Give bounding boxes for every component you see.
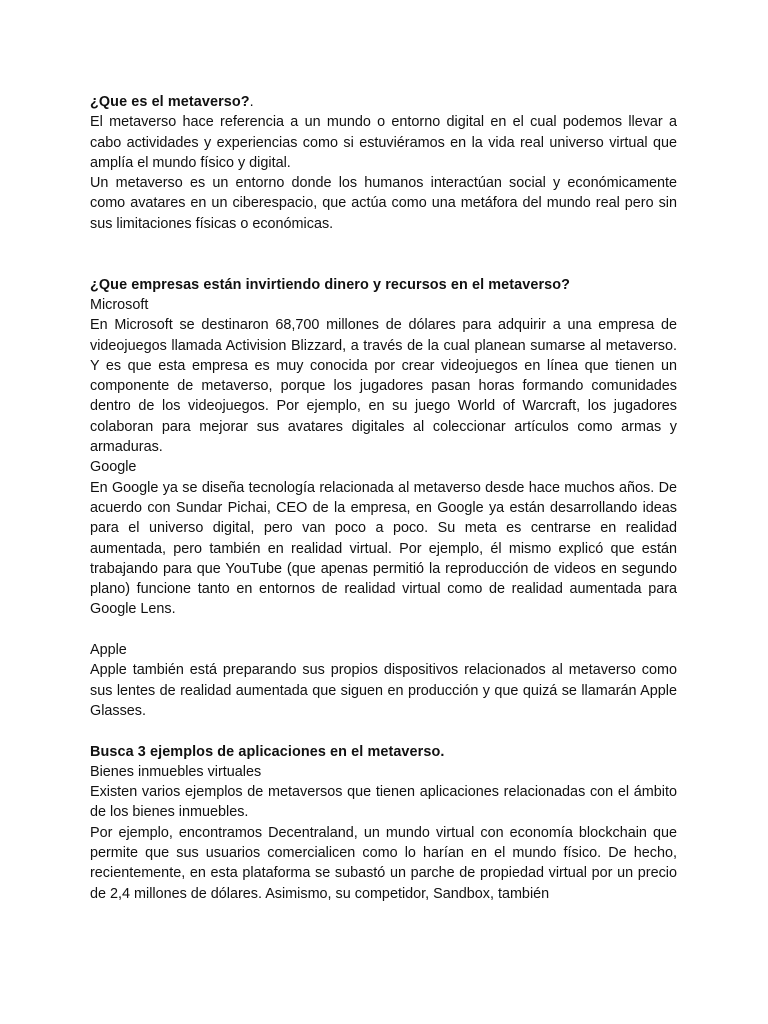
spacer <box>90 234 677 275</box>
apple-title: Apple <box>90 642 127 659</box>
section3-heading: Busca 3 ejemplos de aplicaciones en el metaverso. <box>90 743 445 760</box>
document-page <box>90 92 677 904</box>
section2-heading: ¿Que empresas están invirtiendo dinero y recursos en el metaverso? <box>90 276 571 293</box>
section1-heading: ¿Que es el metaverso? <box>90 94 250 110</box>
microsoft-paragraph: En Microsoft se destinaron 68,700 millones de dólares para adquirir a una empresa de videojuegos llamada Activision Blizzard, a través de la cual planean sumarse al metaverso. Y es que esta empresa es muy conocida por crear videojuegos en línea que tienen un componente de metaverso, porque los jugadores pasan horas formando comunidades dentro de los videojuegos. Por ejemplo, en su juego World of Warcraft, los jugadores colaboran para mejorar sus avatares digitales al coleccionar artículos como armas y armaduras. <box>90 317 677 456</box>
real-estate-paragraph-1: Existen varios ejemplos de metaversos que tienen aplicaciones relacionadas con el ámbito de los bienes inmuebles. <box>90 784 677 821</box>
real-estate-paragraph-2: Por ejemplo, encontramos Decentraland, un mundo virtual con economía blockchain que permite que sus usuarios comercialicen como lo harían en el mundo físico. De hecho, recientemente, en esta plataforma se subastó un parche de propiedad virtual por un precio de 2,4 millones de dólares. Asimismo, su competidor, Sandbox, también <box>90 824 677 902</box>
section1-heading-suffix: . <box>249 94 254 110</box>
spacer <box>90 620 677 640</box>
spacer <box>90 721 677 741</box>
apple-paragraph: Apple también está preparando sus propios dispositivos relacionados al metaverso como sus lentes de realidad aumentada que siguen en producción y que quizá se llamarán Apple Glasses. <box>90 662 677 719</box>
section1-paragraph-1: El metaverso hace referencia a un mundo o entorno digital en el cual podemos llevar a cabo actividades y experiencias como si estuviéramos en la vida real universo virtual que amplía el mundo físico y digital. <box>90 114 677 171</box>
section1-heading-line <box>90 92 677 112</box>
google-paragraph: En Google ya se diseña tecnología relacionada al metaverso desde hace muchos años. De acuerdo con Sundar Pichai, CEO de la empresa, en Google ya están desarrollando ideas para el universo digital, pero van poco a poco. Su meta es centrarse en realidad aumentada, pero también en realidad virtual. Por ejemplo, él mismo explicó que están trabajando para que YouTube (que apenas permitió la reproducción de videos en segundo plano) funcione tanto en entornos de realidad virtual como de realidad aumentada para Google Lens. <box>90 479 677 618</box>
microsoft-title: Microsoft <box>90 296 149 313</box>
real-estate-title: Bienes inmuebles virtuales <box>90 763 262 780</box>
google-title: Google <box>90 459 137 476</box>
section1-paragraph-2: Un metaverso es un entorno donde los humanos interactúan social y económicamente como avatares en un ciberespacio, que actúa como una metáfora del mundo real pero sin sus limitaciones físicas o económicas. <box>90 175 677 232</box>
